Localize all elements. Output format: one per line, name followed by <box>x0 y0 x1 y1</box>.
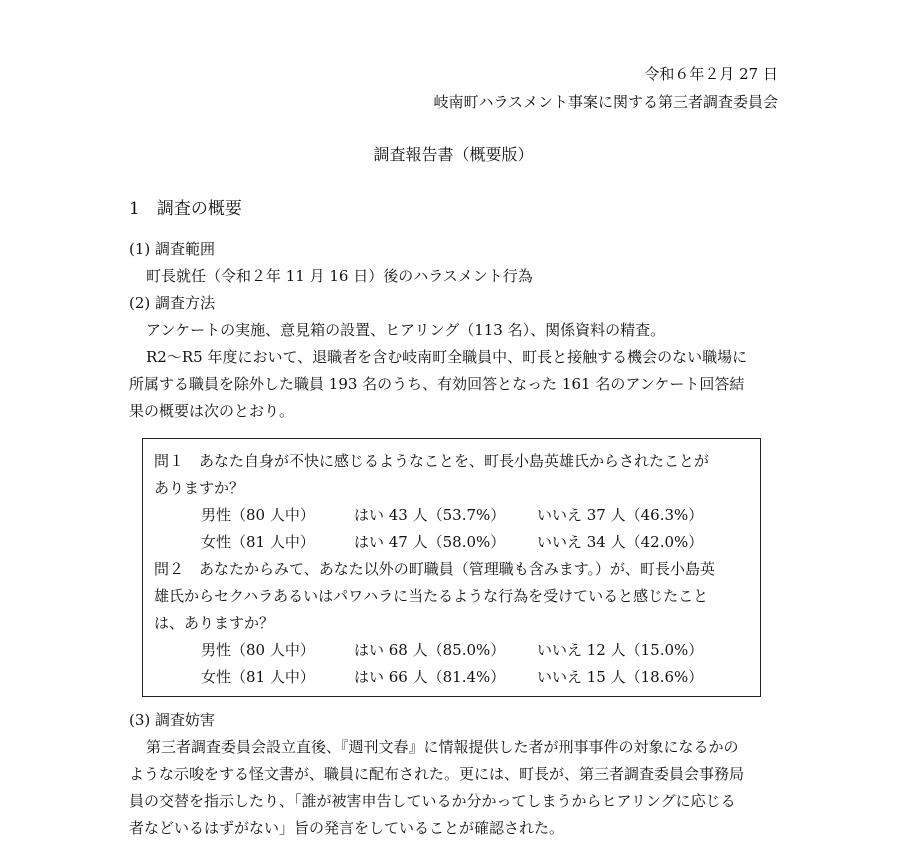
q2-female-yes: はい 66 人（81.4%） <box>354 668 506 686</box>
q2-male-yes: はい 68 人（85.0%） <box>354 641 506 659</box>
question-2-text: 問２ あなたからみて、あなた以外の町職員（管理職も含みます。）が、町長小島英 <box>154 560 716 578</box>
obstruction-text-line: 者などいるはずがない」旨の発言をしていることが確認された。 <box>129 819 565 837</box>
method-text: アンケートの実施、意見箱の設置、ヒアリング（113 名）、関係資料の精査。 <box>146 321 666 339</box>
method-paragraph-line: 所属する職員を除外した職員 193 名のうち、有効回答となった 161 名のアンケート回答結 <box>129 375 745 393</box>
committee-name: 岐南町ハラスメント事案に関する第三者調査委員会 <box>433 93 778 111</box>
question-2-text: は、ありますか？ <box>154 614 275 632</box>
obstruction-text-line: 員の交替を指示したり、「誰が被害申告しているか分かってしまうからヒアリングに応じる <box>129 792 736 810</box>
q2-male-group: 男性（80 人中） <box>201 641 315 659</box>
section-heading: 1 調査の概要 <box>129 199 242 219</box>
subsection-method-heading: (2) 調査方法 <box>129 294 216 312</box>
obstruction-text-line: ような示唆をする怪文書が、職員に配布された。更には、町長が、第三者調査委員会事務局 <box>129 765 745 783</box>
obstruction-text-line: 第三者調査委員会設立直後、『週刊文春』に情報提供した者が刑事事件の対象になるかの <box>146 738 739 756</box>
method-paragraph-line: 果の概要は次のとおり。 <box>129 402 295 420</box>
q1-female-group: 女性（81 人中） <box>201 533 315 551</box>
q1-female-yes: はい 47 人（58.0%） <box>354 533 506 551</box>
question-1-text: ありますか？ <box>154 479 245 497</box>
q2-male-no: いいえ 12 人（15.0%） <box>537 641 704 659</box>
subsection-obstruction-heading: (3) 調査妨害 <box>129 711 216 729</box>
q1-male-group: 男性（80 人中） <box>201 506 315 524</box>
subsection-scope-heading: (1) 調査範囲 <box>129 240 216 258</box>
question-1-text: 問１ あなた自身が不快に感じるようなことを、町長小島英雄氏からされたことが <box>154 452 710 470</box>
scope-text: 町長就任（令和２年 11 月 16 日）後のハラスメント行為 <box>146 267 533 285</box>
q2-female-no: いいえ 15 人（18.6%） <box>537 668 704 686</box>
q1-female-no: いいえ 34 人（42.0%） <box>537 533 704 551</box>
report-date: 令和６年２月 27 日 <box>644 65 778 83</box>
q1-male-no: いいえ 37 人（46.3%） <box>537 506 704 524</box>
q1-male-yes: はい 43 人（53.7%） <box>354 506 506 524</box>
q2-female-group: 女性（81 人中） <box>201 668 315 686</box>
question-2-text: 雄氏からセクハラあるいはパワハラに当たるような行為を受けていると感じたこと <box>154 587 709 605</box>
page-title: 調査報告書（概要版） <box>373 145 534 164</box>
method-paragraph-line: R2～R5 年度において、退職者を含む岐南町全職員中、町長と接触する機会のない職場に <box>146 348 748 366</box>
